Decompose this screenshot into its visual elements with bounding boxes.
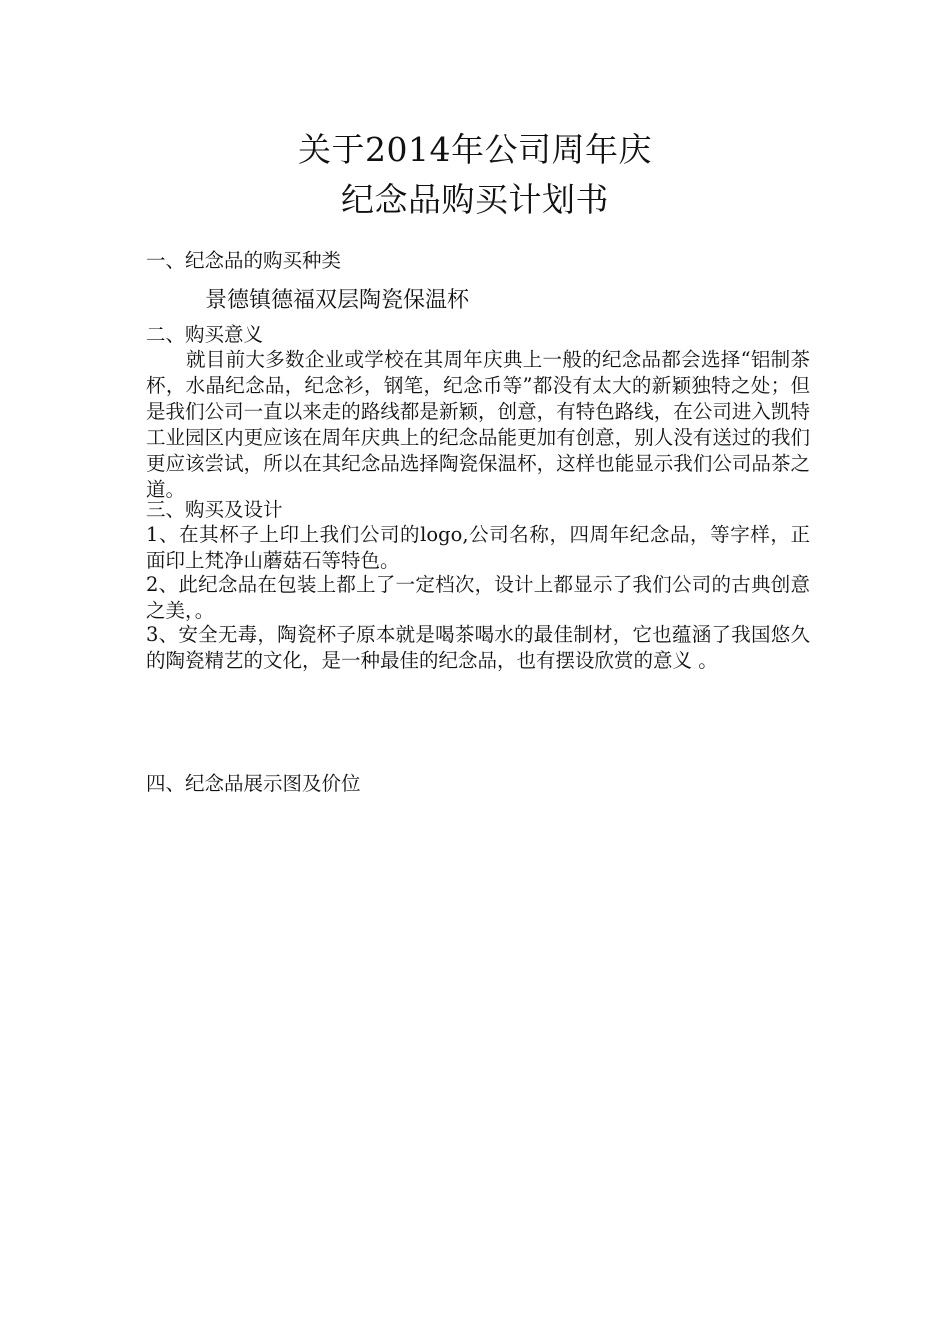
section-2-body: 就目前大多数企业或学校在其周年庆典上一般的纪念品都会选择“铝制茶杯，水晶纪念品，纪念衫，钢笔，纪念币等”都没有太大的新颖独特之处；但是我们公司一直以来走的路线都是新颖，创意，有特色路线，在公司进入凯特工业园区内更应该在周年庆典上的纪念品能更加有创意，别人没有送过的我们更应该尝试，所以在其纪念品选择陶瓷保温杯，这样也能显示我们公司品茶之道。 [146,348,810,501]
document-title-line-2: 纪念品购买计划书 [341,180,609,219]
product-name: 景德镇德福双层陶瓷保温杯 [205,288,470,313]
section-2-heading: 二、购买意义 [146,323,264,346]
section-3-heading: 三、购买及设计 [146,498,283,521]
section-3-item-3: 3、安全无毒，陶瓷杯子原本就是喝茶喝水的最佳制材，它也蕴涵了我国悠久的陶瓷精艺的文化，是一种最佳的纪念品，也有摆设欣赏的意义 。 [146,623,810,672]
section-1-heading: 一、纪念品的购买种类 [146,249,342,272]
section-3-item-1: 1、在其杯子上印上我们公司的logo,公司名称，四周年纪念品，等字样，正面印上梵净山蘑菇石等特色。 [146,523,810,572]
section-3-item-2: 2、此纪念品在包装上都上了一定档次，设计上都显示了我们公司的古典创意之美，。 [146,573,810,622]
section-4-heading: 四、纪念品展示图及价位 [146,772,361,795]
document-title-line-1: 关于2014年公司周年庆 [298,130,652,169]
